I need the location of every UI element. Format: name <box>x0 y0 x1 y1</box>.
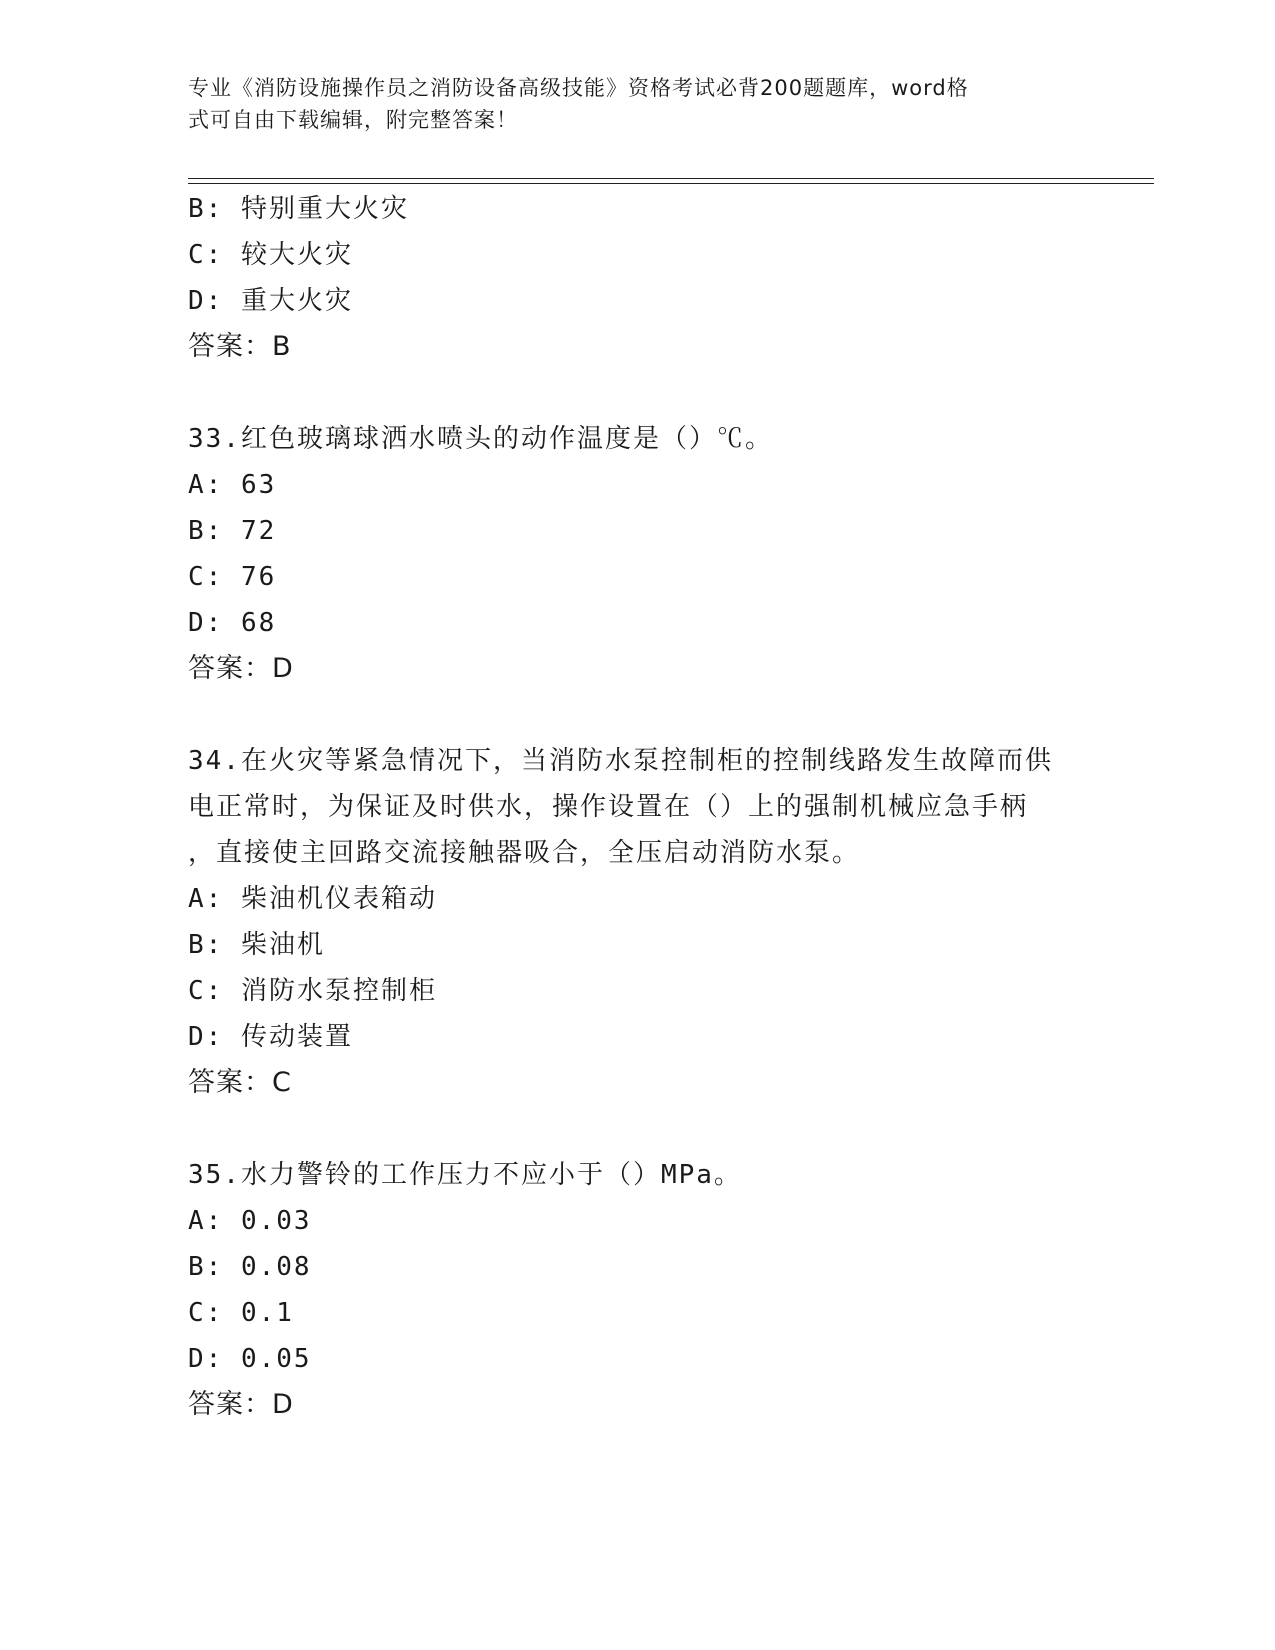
document-body <box>188 186 1088 1428</box>
document-header <box>188 72 1068 136</box>
option-d: D: 68 <box>188 608 277 638</box>
answer-line: 答案：D <box>188 1389 294 1420</box>
option-c: C: 76 <box>188 562 277 592</box>
option-d: D: 重大火灾 <box>188 286 353 316</box>
option-a: A: 柴油机仪表箱动 <box>188 884 437 914</box>
header-divider-top <box>188 178 1154 179</box>
option-b: B: 柴油机 <box>188 930 325 960</box>
option-c: C: 0.1 <box>188 1298 294 1328</box>
question-35 <box>188 1152 1088 1428</box>
question-34 <box>188 738 1088 1106</box>
question-text-line-1: 34.在火灾等紧急情况下，当消防水泵控制柜的控制线路发生故障而供 <box>188 746 1053 776</box>
option-c: C: 较大火灾 <box>188 240 353 270</box>
option-a: A: 0.03 <box>188 1206 312 1236</box>
answer-line: 答案：D <box>188 653 294 684</box>
option-b: B: 72 <box>188 516 277 546</box>
question-text-line-3: ，直接使主回路交流接触器吸合，全压启动消防水泵。 <box>188 838 861 868</box>
question-33 <box>188 416 1088 692</box>
option-c: C: 消防水泵控制柜 <box>188 976 437 1006</box>
question-32-tail <box>188 186 1088 370</box>
header-divider-bottom <box>188 183 1154 184</box>
answer-line: 答案：C <box>188 1067 292 1098</box>
option-b: B: 特别重大火灾 <box>188 194 409 224</box>
option-a: A: 63 <box>188 470 277 500</box>
header-line-1: 专业《消防设施操作员之消防设备高级技能》资格考试必背200题题库，word格 <box>188 76 969 100</box>
question-text-line-2: 电正常时，为保证及时供水，操作设置在（）上的强制机械应急手柄 <box>188 792 1029 822</box>
option-d: D: 0.05 <box>188 1344 312 1374</box>
option-d: D: 传动装置 <box>188 1022 353 1052</box>
question-text: 35.水力警铃的工作压力不应小于（）MPa。 <box>188 1160 742 1190</box>
question-text: 33.红色玻璃球洒水喷头的动作温度是（）℃。 <box>188 424 773 454</box>
answer-line: 答案：B <box>188 331 292 362</box>
option-b: B: 0.08 <box>188 1252 312 1282</box>
header-line-2: 式可自由下载编辑，附完整答案！ <box>188 108 518 132</box>
